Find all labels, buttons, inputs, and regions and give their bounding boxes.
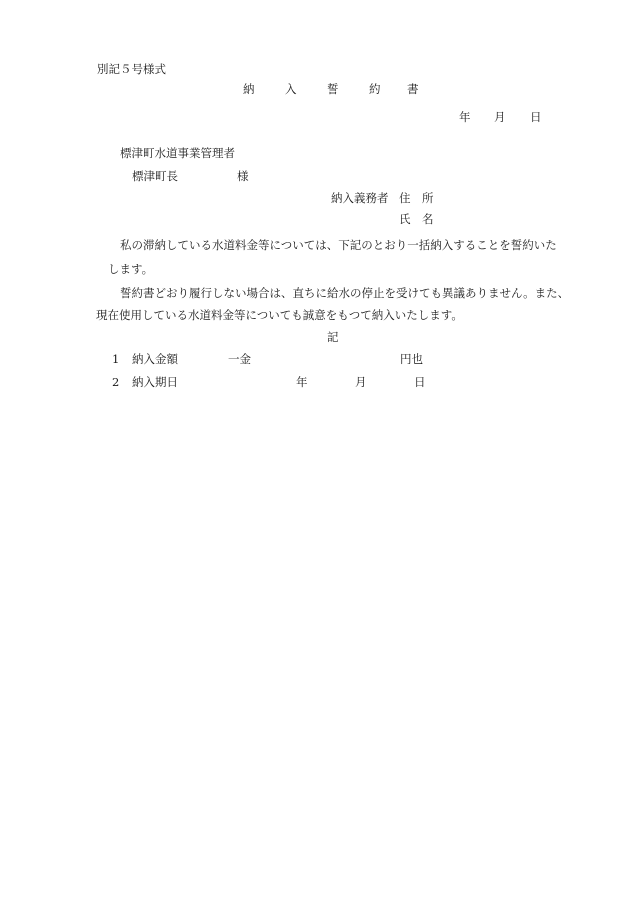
addressee-org: 標津町水道事業管理者 — [120, 146, 235, 160]
addressee-mayor: 標津町長 — [132, 169, 178, 183]
body-paragraph-1-line-1: 私の滞納している水道料金等については、下記のとおり一括納入することを誓約いた — [120, 238, 557, 252]
date-year: 年 — [459, 110, 471, 124]
body-paragraph-2-line-1: 誓約書どおり履行しない場合は、直ちに給水の停止を受けても異議ありません。また、 — [120, 286, 570, 300]
body-paragraph-2-line-2: 現在使用している水道料金等についても誠意をもつて納入いたします。 — [96, 308, 463, 322]
item-1-amount-prefix: 一金 — [228, 352, 251, 366]
item-2-day: 日 — [414, 375, 426, 389]
item-1-label: 納入金額 — [132, 352, 178, 366]
date-day: 日 — [530, 110, 542, 124]
date-month: 月 — [494, 110, 506, 124]
item-2-label: 納入期日 — [132, 375, 178, 389]
title-char-4: 約 — [369, 82, 381, 96]
title-char-5: 書 — [407, 82, 419, 96]
ki-heading: 記 — [327, 330, 339, 344]
item-2-month: 月 — [355, 375, 367, 389]
addressee-honorific: 様 — [237, 169, 249, 183]
item-1-amount-suffix: 円也 — [400, 352, 423, 366]
item-2-number: 2 — [112, 375, 120, 389]
title-char-1: 納 — [243, 82, 255, 96]
item-2-year: 年 — [296, 375, 308, 389]
form-number: 別記５号様式 — [97, 62, 166, 76]
obligor-label: 納入義務者 — [331, 191, 389, 205]
item-1-number: 1 — [112, 352, 120, 366]
obligor-address-label: 住 所 — [399, 191, 434, 205]
title-char-2: 入 — [285, 82, 297, 96]
obligor-name-label: 氏 名 — [399, 212, 434, 226]
title-char-3: 誓 — [327, 82, 339, 96]
body-paragraph-1-line-2: します。 — [108, 262, 154, 276]
